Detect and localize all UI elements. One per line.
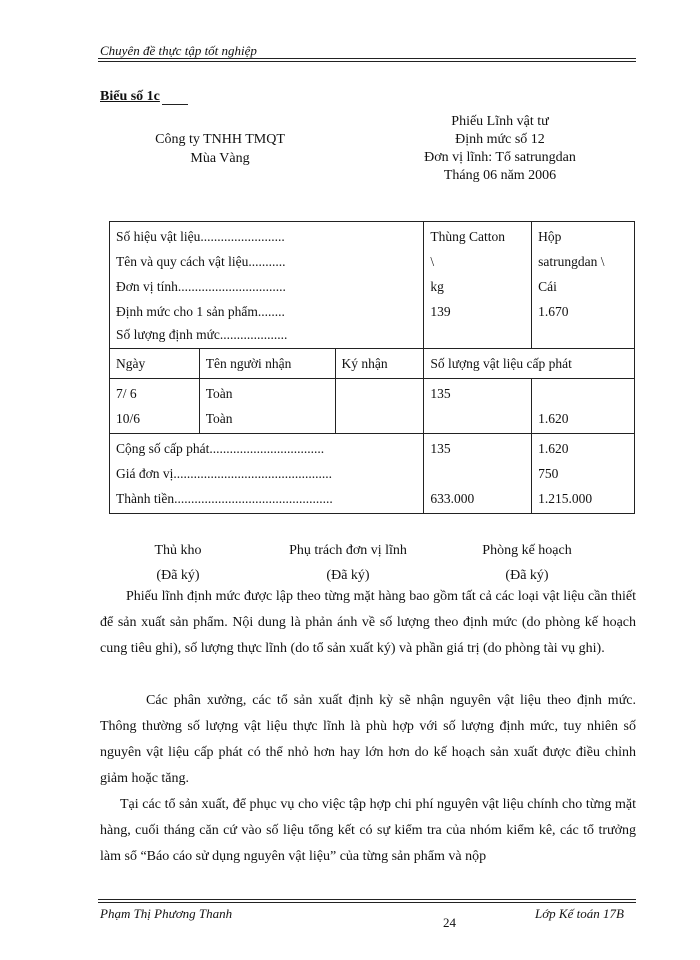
- total-issued-label: Cộng số cấp phát..................................: [116, 441, 325, 456]
- header-rule-thin: [98, 61, 636, 62]
- material2-norm-qty: [538, 324, 628, 346]
- signature-status: (Đã ký): [505, 568, 549, 583]
- row1-q2: [538, 381, 628, 406]
- page-number: 24: [443, 915, 456, 930]
- signature-role: Thủ kho: [154, 543, 202, 558]
- slip-title: Phiếu Lĩnh vật tư: [451, 114, 549, 129]
- rows-signature-cell: [335, 379, 424, 434]
- company-name: Công ty TNHH TMQT: [155, 132, 285, 147]
- form-label: Biểu số 1c: [100, 89, 160, 104]
- signature-status: (Đã ký): [156, 568, 200, 583]
- rows-receiver-cell: [199, 379, 335, 434]
- row1-date: 7/ 6: [116, 386, 137, 401]
- info-labels-cell: [110, 222, 424, 349]
- rows-date-cell: [110, 379, 200, 434]
- material1-cell: [424, 222, 532, 349]
- material1-norm-qty: [430, 324, 525, 346]
- label-norm: Định mức cho 1 sản phẩm........: [116, 304, 285, 319]
- slip-norm: Định mức số 12: [455, 132, 545, 147]
- header-receiver: [199, 349, 335, 379]
- totals-labels-cell: [110, 434, 424, 514]
- label-code: Số hiệu vật liệu.........................: [116, 229, 285, 244]
- row2-date: 10/6: [116, 411, 141, 426]
- signature-unit-head: [268, 538, 428, 588]
- slip-unit: Đơn vị lĩnh: Tổ satrungdan: [424, 150, 576, 165]
- label-unit: Đơn vị tính................................: [116, 279, 286, 294]
- paragraph-2-text: Các phân xưởng, các tổ sản xuất định kỳ sẽ nhận nguyên vật liệu theo định mức. Thông thường số lượng vật liệu thực lĩnh là phù hợp với số lượng định mức, tuy nhiên số nguyên vật liệu cấp phát có thể nhỏ hơn hay lớn hơn do kế hoạch sản xuất được điều chỉnh giảm hoặc tăng.: [100, 693, 636, 786]
- paragraph-1: [100, 584, 636, 662]
- signature-status: (Đã ký): [326, 568, 370, 583]
- table-info-row: [110, 222, 635, 349]
- company-block: [140, 130, 300, 168]
- row2-q1: [430, 406, 525, 431]
- material1-norm: 139: [430, 304, 451, 319]
- signature-planning: [462, 538, 592, 588]
- material1-name: Thùng Catton: [430, 229, 505, 244]
- material2-name: Hộp: [538, 229, 562, 244]
- row1-receiver: Toàn: [205, 386, 233, 401]
- paragraph-3: [100, 792, 636, 870]
- rows-q1-cell: [424, 379, 532, 434]
- material2-unit: Cái: [538, 279, 557, 294]
- header-date-text: Ngày: [116, 356, 146, 371]
- header-receiver-text: Tên người nhận: [205, 356, 292, 371]
- paragraph-3-text: Tại các tổ sản xuất, để phục vụ cho việc tập hợp chi phí nguyên vật liệu chính cho từng mặt hàng, cuối tháng căn cứ vào số liệu tổng kết có sự kiểm tra của nhóm kiểm kê, các tổ trưởng làm sổ “Báo cáo sử dụng nguyên vật liệu” của từng sản phẩm và nộp: [100, 797, 636, 864]
- table-row: [110, 379, 635, 434]
- signature-role: Phụ trách đơn vị lĩnh: [289, 543, 407, 558]
- totals-q1-cell: [424, 434, 532, 514]
- header-title: Chuyên đề thực tập tốt nghiệp: [100, 43, 257, 58]
- table-header-row: [110, 349, 635, 379]
- header-quantity: [424, 349, 635, 379]
- label-norm-qty: Số lượng định mức....................: [116, 327, 288, 342]
- signature-storekeeper: [128, 538, 228, 588]
- slip-month: Tháng 06 năm 2006: [443, 168, 557, 183]
- row2-q2: 1.620: [538, 411, 569, 426]
- amount-label: Thành tiền...............................................: [116, 491, 333, 506]
- footer-rule-thin: [98, 899, 636, 900]
- slip-info: [400, 113, 600, 185]
- header-quantity-text: Số lượng vật liệu cấp phát: [430, 356, 572, 371]
- footer-rule: [98, 902, 636, 903]
- total-issued-q2: 1.620: [538, 441, 569, 456]
- material1-spec: \: [430, 254, 435, 269]
- unit-price-q1: [430, 461, 525, 486]
- totals-q2-cell: [532, 434, 635, 514]
- unit-price-q2: 750: [538, 466, 559, 481]
- rows-q2-cell: [532, 379, 635, 434]
- header-date: [110, 349, 200, 379]
- header-signature-text: Ký nhận: [341, 356, 388, 371]
- material2-cell: [532, 222, 635, 349]
- row1-q1: 135: [430, 386, 451, 401]
- paragraph-2: [100, 688, 636, 792]
- form-label-underline: [162, 104, 188, 105]
- requisition-table: [109, 221, 635, 514]
- paragraph-1-text: Phiếu lĩnh định mức được lập theo từng mặt hàng bao gồm tất cả các loại vật liệu cần thiết để sản xuất sản phẩm. Nội dung là phản ánh về số lượng theo định mức (do phòng kế hoạch cung tiêu ghi), số lượng thực lĩnh (do tổ sản xuất ký) và phần giá trị (do phòng tài vụ ghi).: [100, 589, 636, 656]
- label-spec: Tên và quy cách vật liệu...........: [116, 254, 286, 269]
- material2-spec: satrungdan \: [538, 254, 605, 269]
- table-totals-row: [110, 434, 635, 514]
- header-rule: [98, 58, 636, 59]
- material2-norm: 1.670: [538, 304, 569, 319]
- company-branch: Mùa Vàng: [190, 151, 250, 166]
- header-signature: [335, 349, 424, 379]
- total-issued-q1: 135: [430, 441, 451, 456]
- unit-price-label: Giá đơn vị...............................................: [116, 466, 333, 481]
- row2-receiver: Toàn: [205, 411, 233, 426]
- footer-class: Lớp Kế toán 17B: [535, 906, 624, 921]
- material1-unit: kg: [430, 279, 444, 294]
- footer-author: Phạm Thị Phương Thanh: [100, 906, 233, 921]
- amount-q2: 1.215.000: [538, 491, 593, 506]
- amount-q1: 633.000: [430, 491, 475, 506]
- signature-role: Phòng kế hoạch: [482, 543, 572, 558]
